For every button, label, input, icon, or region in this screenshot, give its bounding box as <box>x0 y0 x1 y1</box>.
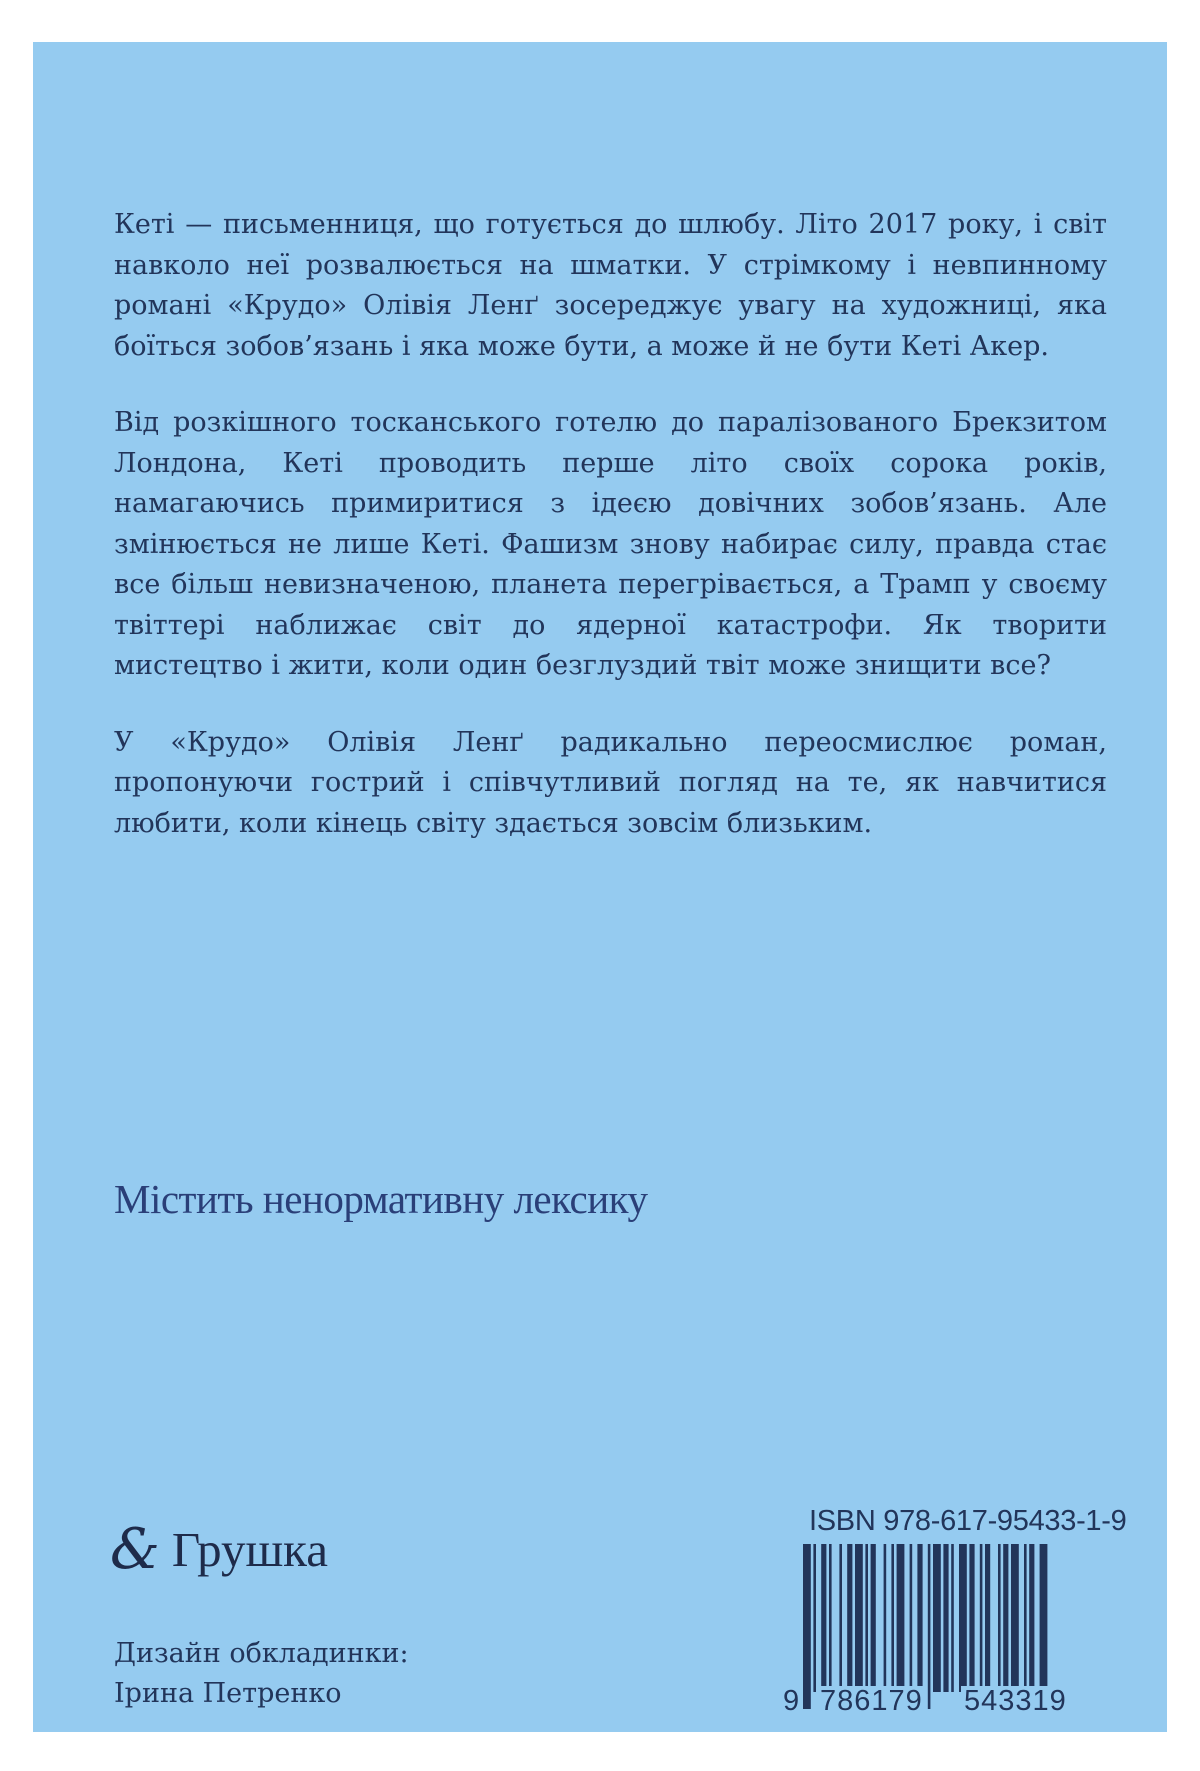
barcode-bar <box>933 1544 941 1692</box>
barcode-bar <box>871 1544 876 1692</box>
barcode-first-digit: 9 <box>783 1685 800 1717</box>
barcode-bar <box>865 1544 868 1692</box>
isbn-barcode <box>781 1504 1127 1717</box>
barcode-bar <box>891 1544 894 1692</box>
barcode-bar <box>839 1544 842 1692</box>
blurb-paragraph-3: У «Крудо» Олівія Ленґ радикально переосмислює роман, пропонуючи гострий і співчутливий погляд на те, як навчитися любити, коли кінець світу здається зовсім близьким. <box>114 726 1107 839</box>
isbn-number: ISBN 978-617-95433-1-9 <box>809 1505 1127 1537</box>
credits-label: Дизайн обкладинки: <box>114 1638 409 1669</box>
book-blurb <box>114 205 1107 880</box>
barcode-bar <box>980 1544 983 1692</box>
cover-credits <box>114 1634 409 1714</box>
publisher-name: Грушка <box>171 1522 328 1577</box>
barcode-bar <box>959 1544 967 1692</box>
credits-designer: Ірина Петренко <box>114 1678 342 1709</box>
barcode-bar <box>1024 1544 1027 1692</box>
ampersand-pear-icon: & <box>110 1517 160 1582</box>
barcode-bar <box>1011 1544 1019 1692</box>
barcode-graphic <box>781 1544 1121 1717</box>
barcode-bar <box>951 1544 954 1692</box>
back-cover <box>33 42 1167 1732</box>
barcode-bar <box>969 1544 974 1692</box>
barcode-left-digits: 786179 <box>817 1686 926 1716</box>
barcode-bar <box>985 1544 990 1692</box>
barcode-bar <box>1029 1544 1034 1692</box>
barcode-bar <box>813 1544 816 1692</box>
barcode-bar <box>910 1544 913 1692</box>
publisher-logo <box>110 1517 328 1582</box>
barcode-bar <box>897 1544 905 1692</box>
content-warning: Містить ненормативну лексику <box>114 1176 648 1222</box>
blurb-paragraph-1: Кеті — письменниця, що готується до шлюбу. Літо 2017 року, і світ навколо неї розвалюється на шматки. У стрімкому і невпинному романі «Крудо» Олівія Ленґ зосереджує увагу на художниці, яка боїться зобов’язань і яка може бути, а може й не бути Кеті Акер. <box>114 209 1107 362</box>
barcode-bar <box>998 1544 1001 1692</box>
barcode-bar <box>884 1544 887 1692</box>
barcode-right-digits: 543319 <box>961 1686 1070 1716</box>
barcode-bar <box>847 1544 852 1692</box>
barcode-bar <box>1003 1544 1008 1692</box>
barcode-bar <box>928 1544 931 1709</box>
barcode-bar <box>855 1544 863 1692</box>
barcode-bar <box>943 1544 948 1692</box>
barcode-bar <box>829 1544 832 1692</box>
barcode-bar <box>803 1544 811 1709</box>
barcode-bar <box>821 1544 826 1692</box>
blurb-paragraph-2: Від розкішного тосканського готелю до паралізованого Брекзитом Лондона, Кеті проводить перше літо своїх сорока років, намагаючись примиритися з ідеєю довічних зобов’язань. Але змінюється не лише Кеті. Фашизм знову набирає силу, правда стає все більш невизначеною, планета перегрівається, а Трамп у своєму твіттері наближає світ до ядерної катастрофи. Як творити мистецтво і жити, коли один безглуздий твіт може знищити все? <box>114 407 1107 681</box>
